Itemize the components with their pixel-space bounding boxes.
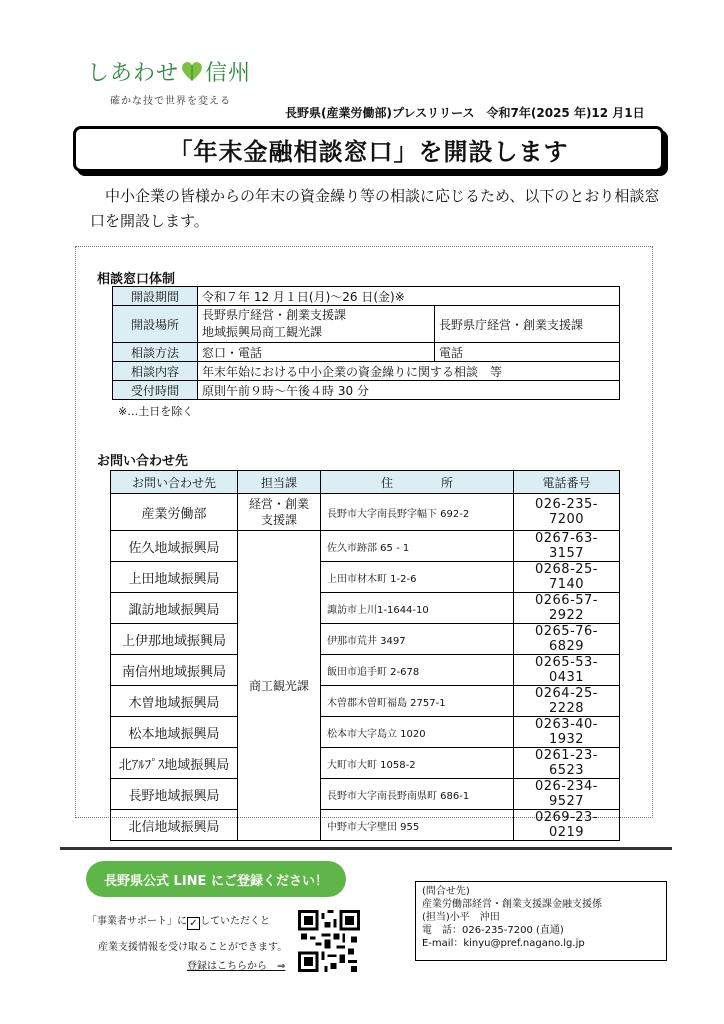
contact-box (415, 881, 667, 961)
address: 長野市大字南長野南県町 686-1 (321, 779, 514, 810)
address: 長野市大字南長野字幅下 692-2 (321, 494, 514, 531)
line-info-text-a: 「事業者サポート」に (87, 916, 187, 927)
table-row (111, 531, 620, 562)
contact-line: 産業労働部経営・創業支援課金融支援係 (422, 899, 602, 910)
office-name: 松本地域振興局 (111, 717, 238, 748)
col-header: 電話番号 (514, 471, 620, 494)
table-row (113, 362, 620, 381)
row-value: 長野県庁経営・創業支援課 地域振興局商工観光課 (198, 306, 435, 343)
address: 諏訪市上川1-1644-10 (321, 593, 514, 624)
footer-divider (60, 847, 672, 850)
table-row (113, 343, 620, 362)
phone-number: 0263-40-1932 (514, 717, 620, 748)
row-label: 相談方法 (113, 343, 198, 362)
office-name: 上伊那地域振興局 (111, 624, 238, 655)
line-register-button[interactable]: 長野県公式 LINE にご登録ください！ (86, 861, 346, 897)
table-row (113, 287, 620, 306)
page-title (73, 126, 664, 172)
header-row (111, 471, 620, 494)
row-value: 年末年始における中小企業の資金繰りに関する相談 等 (198, 362, 620, 381)
table-row (111, 562, 620, 593)
office-name: 上田地域振興局 (111, 562, 238, 593)
contact-line: (担当)小平 沖田 (422, 912, 500, 923)
row-value: 原則午前９時～午後４時 30 分 (198, 381, 620, 400)
office-name: 木曽地域振興局 (111, 686, 238, 717)
office-name: 北ｱﾙﾌﾟｽ地域振興局 (111, 748, 238, 779)
row-label: 開設場所 (113, 306, 198, 343)
phone-number: 0268-25-7140 (514, 562, 620, 593)
dept-name: 経営・創業 支援課 (238, 494, 321, 531)
row-label: 相談内容 (113, 362, 198, 381)
phone-number: 026-234-9527 (514, 779, 620, 810)
address: 飯田市追手町 2-678 (321, 655, 514, 686)
title-text: 「年末金融相談窓口」を開設します (168, 137, 569, 166)
office-name: 北信地域振興局 (111, 810, 238, 841)
row-label: 開設期間 (113, 287, 198, 306)
release-line: 長野県(産業労働部)プレスリリース 令和7年(2025 年)12 月1日 (285, 106, 645, 120)
intro-paragraph: 中小企業の皆様からの年末の資金繰り等の相談に応じるため、以下のとおり相談窓口を開設します。 (90, 187, 660, 230)
office-name: 諏訪地域振興局 (111, 593, 238, 624)
phone-number: 0267-63-3157 (514, 531, 620, 562)
col-header: 住 所 (321, 471, 514, 494)
row-value-secondary: 長野県庁経営・創業支援課 (435, 306, 620, 343)
address: 中野市大字壁田 955 (321, 810, 514, 841)
table-row (113, 381, 620, 400)
address: 上田市材木町 1-2-6 (321, 562, 514, 593)
logo-left-text: しあわせ (87, 61, 180, 86)
table-row (111, 655, 620, 686)
phone-number: 0261-23-6523 (514, 748, 620, 779)
contact-line: 電 話：026-235-7200 (直通) (422, 925, 564, 936)
line-info-text-b: していただくと (200, 916, 270, 927)
logo-subtitle: 確かな技で世界を変える (110, 96, 231, 107)
line-info-text-2: 産業支援情報を受け取ることができます。 (98, 942, 288, 953)
phone-number: 0269-23-0219 (514, 810, 620, 841)
row-value-secondary: 電話 (435, 343, 620, 362)
inquiry-table (110, 470, 620, 841)
address: 木曽郡木曽町福島 2757-1 (321, 686, 514, 717)
consult-table (112, 286, 620, 400)
phone-number: 0266-57-2922 (514, 593, 620, 624)
table-row (111, 686, 620, 717)
address: 伊那市荒井 3497 (321, 624, 514, 655)
phone-number: 0265-53-0431 (514, 655, 620, 686)
inquiry-section-title: お問い合わせ先 (97, 454, 189, 469)
register-link[interactable]: 登録はこちらから ⇒ (187, 961, 286, 972)
consult-section-title: 相談窓口体制 (97, 272, 176, 287)
table-row (111, 810, 620, 841)
contact-email[interactable]: E-mail：kinyu@pref.nagano.lg.jp (422, 938, 585, 949)
phone-number: 0265-76-6829 (514, 624, 620, 655)
table-row (111, 748, 620, 779)
address: 佐久市跡部 65 - 1 (321, 531, 514, 562)
table-row (111, 717, 620, 748)
office-name: 南信州地域振興局 (111, 655, 238, 686)
col-header: 担当課 (238, 471, 321, 494)
row-label: 受付時間 (113, 381, 198, 400)
table-row (111, 593, 620, 624)
footnote: ※…土日を除く (118, 405, 194, 418)
office-name: 佐久地域振興局 (111, 531, 238, 562)
checkbox-icon: ✓ (187, 917, 200, 930)
logo-right-text: 信州 (205, 61, 252, 86)
table-row (111, 494, 620, 531)
table-row (113, 306, 620, 343)
row-value: 令和７年 12 月１日(月)～26 日(金)※ (198, 287, 620, 306)
table-row (111, 624, 620, 655)
phone-number: 026-235-7200 (514, 494, 620, 531)
office-name: 長野地域振興局 (111, 779, 238, 810)
office-name: 産業労働部 (111, 494, 238, 531)
contact-line: (問合せ先) (422, 886, 470, 897)
phone-number: 0264-25-2228 (514, 686, 620, 717)
table-row (111, 779, 620, 810)
heart-leaf-icon (181, 61, 203, 83)
dept-name: 商工観光課 (238, 531, 321, 841)
brand-logo (87, 56, 251, 87)
address: 大町市大町 1058-2 (321, 748, 514, 779)
qr-code-icon[interactable] (298, 910, 360, 972)
line-info-text (87, 912, 270, 930)
address: 松本市大字島立 1020 (321, 717, 514, 748)
col-header: お問い合わせ先 (111, 471, 238, 494)
row-value: 窓口・電話 (198, 343, 435, 362)
